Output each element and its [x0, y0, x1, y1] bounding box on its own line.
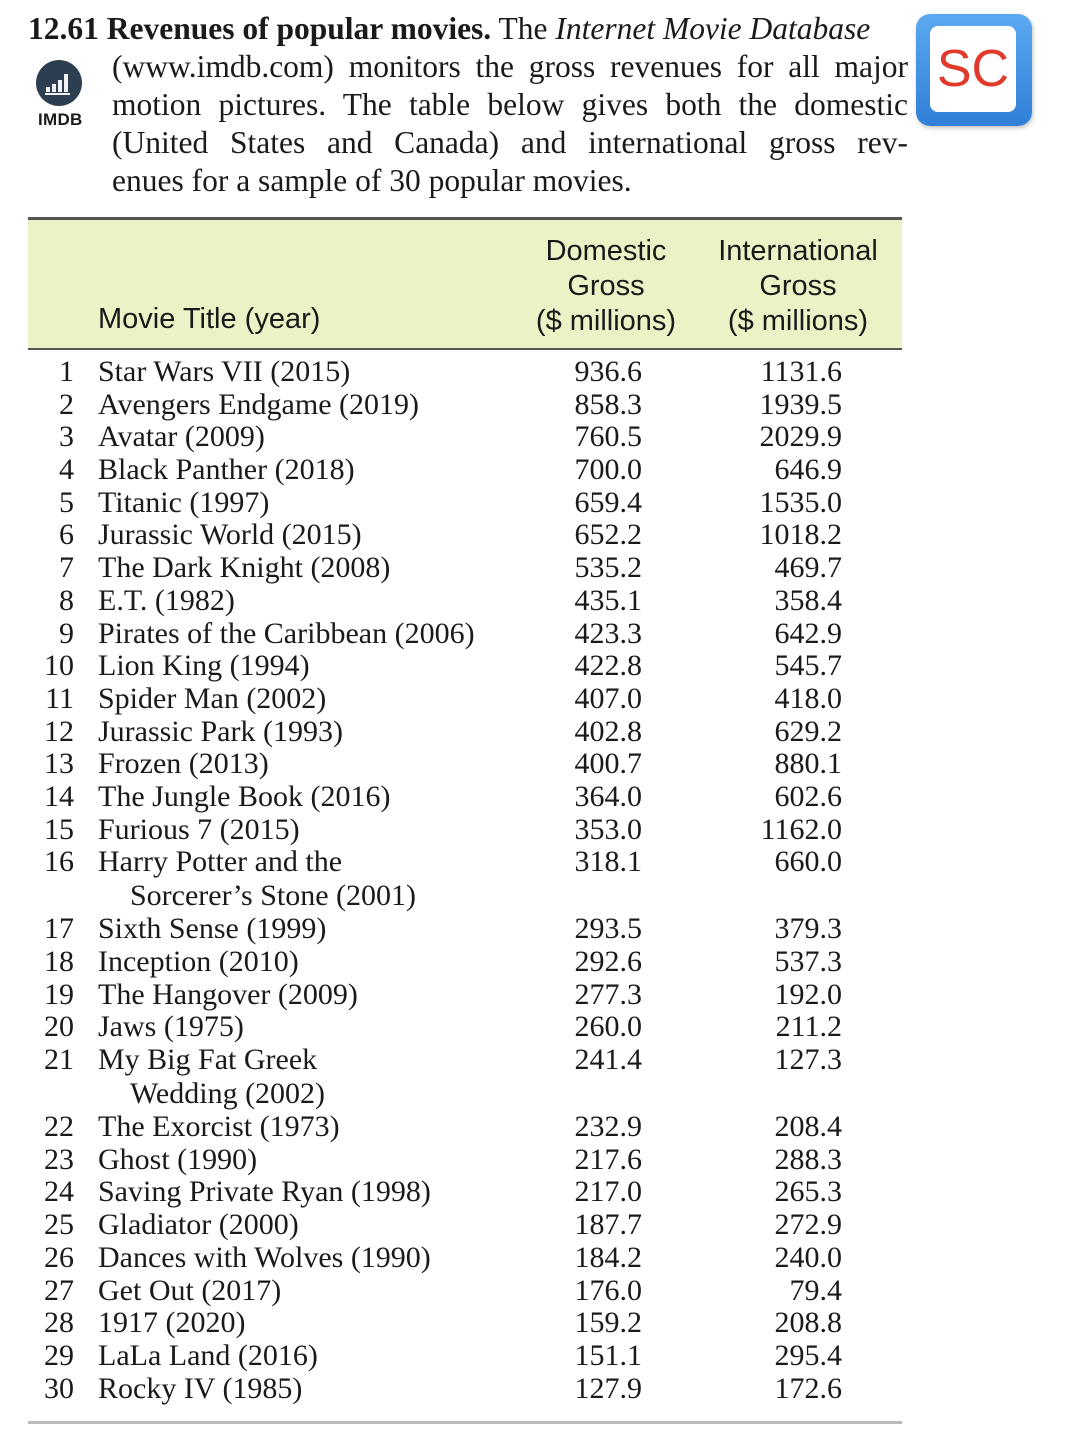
row-number: 15	[44, 812, 74, 846]
row-number: 7	[59, 551, 74, 585]
table-row	[28, 1176, 902, 1209]
movie-title: My Big Fat Greek Wedding (2002)	[98, 1043, 326, 1110]
row-number: 16	[44, 845, 74, 879]
domestic-gross: 277.3	[574, 977, 642, 1011]
international-gross: 379.3	[774, 912, 842, 946]
movie-title: Avatar (2009)	[98, 420, 265, 454]
domestic-gross: 652.2	[574, 518, 642, 552]
table-row	[28, 1209, 902, 1242]
row-number: 30	[44, 1371, 74, 1405]
international-gross: 1131.6	[760, 355, 842, 388]
movie-title: The Exorcist (1973)	[98, 1110, 340, 1144]
domestic-gross: 423.3	[574, 616, 642, 650]
movie-title: Harry Potter and the Sorcerer’s Stone (2001)	[98, 845, 417, 913]
row-number: 28	[44, 1306, 74, 1340]
movie-title: Avengers Endgame (2019)	[98, 387, 420, 421]
domestic-gross: 292.6	[574, 945, 642, 978]
domestic-gross: 318.1	[574, 845, 642, 879]
problem-line-3: motion pictures. The table below gives both the domestic	[112, 87, 908, 122]
movie-title: Ghost (1990)	[98, 1142, 258, 1176]
table-row	[28, 1340, 902, 1373]
international-gross: 288.3	[774, 1142, 842, 1176]
domestic-gross: 364.0	[574, 779, 642, 813]
data-set-icon	[36, 60, 82, 106]
movie-title: E.T. (1982)	[98, 583, 235, 617]
domestic-gross: 760.5	[574, 420, 642, 454]
row-number: 13	[44, 747, 74, 781]
table-row	[28, 946, 902, 979]
movie-title-continued: Wedding (2002)	[130, 1076, 326, 1110]
international-gross: 642.9	[774, 616, 842, 650]
international-gross: 1018.2	[759, 518, 842, 552]
movie-title: Star Wars VII (2015)	[98, 355, 351, 388]
movie-title: Pirates of the Caribbean (2006)	[98, 616, 475, 650]
domestic-gross: 936.6	[574, 355, 642, 388]
row-number: 18	[44, 945, 74, 978]
row-number: 2	[59, 387, 74, 421]
table-row	[28, 519, 902, 552]
movie-title: Lion King (1994)	[98, 649, 310, 683]
movie-title-continued: Sorcerer’s Stone (2001)	[130, 879, 417, 913]
international-gross: 265.3	[774, 1175, 842, 1209]
row-number: 4	[59, 453, 74, 487]
row-number: 24	[44, 1175, 74, 1209]
problem-line-5: enues for a sample of 30 popular movies.	[112, 163, 632, 198]
table-row	[28, 716, 902, 749]
movie-title: LaLa Land (2016)	[98, 1338, 318, 1372]
row-number: 3	[59, 420, 74, 454]
row-number: 29	[44, 1338, 74, 1372]
table-row	[28, 814, 902, 847]
domestic-gross: 159.2	[574, 1306, 642, 1340]
domestic-gross: 659.4	[574, 485, 642, 519]
movie-title: Jurassic World (2015)	[98, 518, 362, 552]
movie-title: The Dark Knight (2008)	[98, 551, 391, 585]
table-row	[28, 748, 902, 781]
domestic-gross: 232.9	[574, 1110, 642, 1144]
international-gross: 880.1	[774, 747, 842, 781]
movie-title: Sixth Sense (1999)	[98, 912, 327, 946]
row-number: 20	[44, 1010, 74, 1044]
movie-title: Black Panther (2018)	[98, 453, 355, 487]
problem-line-1	[28, 10, 908, 48]
international-gross: 418.0	[774, 681, 842, 715]
international-gross: 602.6	[774, 779, 842, 813]
international-gross: 208.4	[774, 1110, 842, 1144]
sc-badge-icon	[916, 14, 1032, 126]
table-row	[28, 683, 902, 716]
row-number: 27	[44, 1273, 74, 1307]
row-number: 9	[59, 616, 74, 650]
movie-title: Frozen (2013)	[98, 747, 269, 781]
row-number: 22	[44, 1110, 74, 1144]
movie-title: The Jungle Book (2016)	[98, 779, 391, 813]
table-row	[28, 356, 902, 389]
table-row	[28, 650, 902, 683]
international-gross: 172.6	[774, 1371, 842, 1405]
domestic-gross: 241.4	[574, 1043, 642, 1077]
row-number: 26	[44, 1240, 74, 1274]
domestic-gross: 151.1	[574, 1338, 642, 1372]
international-gross: 79.4	[789, 1273, 842, 1307]
movie-title: Rocky IV (1985)	[98, 1371, 303, 1405]
movie-title: Inception (2010)	[98, 945, 299, 978]
row-number: 8	[59, 583, 74, 617]
table-row	[28, 781, 902, 814]
row-number: 12	[44, 714, 74, 748]
international-gross: 2029.9	[759, 420, 842, 454]
table-bottom-rule	[28, 1421, 902, 1424]
international-gross: 192.0	[774, 977, 842, 1011]
table-row	[28, 1111, 902, 1144]
table-row	[28, 913, 902, 946]
problem-text-1: The Internet Movie Database	[498, 11, 871, 46]
problem-line-2: (www.imdb.com) monitors the gross revenues for all major	[112, 49, 908, 84]
domestic-gross: 260.0	[574, 1010, 642, 1044]
movie-title: The Hangover (2009)	[98, 977, 358, 1011]
international-gross: 469.7	[774, 551, 842, 585]
table-row	[28, 552, 902, 585]
international-gross: 208.8	[774, 1306, 842, 1340]
domestic-gross: 422.8	[574, 649, 642, 683]
international-gross: 295.4	[774, 1338, 842, 1372]
row-number: 21	[44, 1043, 74, 1077]
movie-title: Titanic (1997)	[98, 485, 270, 519]
table-row	[28, 979, 902, 1012]
table-row	[28, 1144, 902, 1177]
domestic-gross: 400.7	[574, 747, 642, 781]
international-gross: 629.2	[774, 714, 842, 748]
row-number: 1	[59, 355, 74, 388]
international-gross: 1939.5	[759, 387, 842, 421]
row-number: 5	[59, 485, 74, 519]
table-row	[28, 1044, 902, 1111]
row-number: 25	[44, 1208, 74, 1242]
movie-title: Get Out (2017)	[98, 1273, 282, 1307]
domestic-gross: 535.2	[574, 551, 642, 585]
table-row	[28, 1307, 902, 1340]
table-row	[28, 585, 902, 618]
problem-title: Revenues of popular movies.	[106, 11, 492, 46]
international-gross: 272.9	[774, 1208, 842, 1242]
column-header-international: International Gross ($ millions)	[718, 235, 878, 337]
domestic-gross: 353.0	[574, 812, 642, 846]
table-row	[28, 846, 902, 913]
table-row	[28, 1275, 902, 1308]
movie-title: 1917 (2020)	[98, 1306, 246, 1340]
row-number: 23	[44, 1142, 74, 1176]
domestic-gross: 187.7	[574, 1208, 642, 1242]
domestic-gross: 127.9	[574, 1371, 642, 1405]
table-header-rule	[28, 348, 902, 350]
problem-statement	[28, 10, 908, 200]
domestic-gross: 293.5	[574, 912, 642, 946]
international-gross: 537.3	[774, 945, 842, 978]
international-gross: 358.4	[774, 583, 842, 617]
table-row	[28, 421, 902, 454]
table-row	[28, 1011, 902, 1044]
table-row	[28, 618, 902, 651]
domestic-gross: 184.2	[574, 1240, 642, 1274]
column-header-domestic: Domestic Gross ($ millions)	[535, 235, 677, 337]
domestic-gross: 858.3	[574, 387, 642, 421]
international-gross: 1535.0	[759, 485, 842, 519]
data-set-label: IMDB	[38, 110, 83, 129]
row-number: 19	[44, 977, 74, 1011]
movie-title: Spider Man (2002)	[98, 681, 327, 715]
domestic-gross: 407.0	[574, 681, 642, 715]
international-gross: 646.9	[774, 453, 842, 487]
movie-title: Dances with Wolves (1990)	[98, 1240, 431, 1274]
movie-title: Gladiator (2000)	[98, 1208, 299, 1242]
movie-title: Saving Private Ryan (1998)	[98, 1175, 431, 1209]
movie-title: Jurassic Park (1993)	[98, 714, 343, 748]
international-gross: 240.0	[774, 1240, 842, 1274]
movie-title: Furious 7 (2015)	[98, 812, 300, 846]
international-gross: 211.2	[775, 1010, 842, 1044]
domestic-gross: 435.1	[574, 583, 642, 617]
column-header-title: Movie Title (year)	[98, 303, 321, 335]
row-number: 17	[44, 912, 74, 946]
table-row	[28, 487, 902, 520]
table-body	[28, 356, 902, 1405]
problem-number: 12.61	[28, 11, 99, 46]
domestic-gross: 700.0	[574, 453, 642, 487]
sc-badge-text: SC	[930, 26, 1016, 112]
domestic-gross: 217.0	[574, 1175, 642, 1209]
domestic-gross: 217.6	[574, 1142, 642, 1176]
row-number: 11	[45, 681, 74, 715]
domestic-gross: 176.0	[574, 1273, 642, 1307]
international-gross: 660.0	[774, 845, 842, 879]
international-gross: 1162.0	[760, 812, 842, 846]
table-row	[28, 1242, 902, 1275]
row-number: 6	[59, 518, 74, 552]
problem-line-4: (United States and Canada) and international gross rev-	[112, 125, 908, 160]
movie-title: Jaws (1975)	[98, 1010, 244, 1044]
table-row	[28, 1373, 902, 1406]
table-row	[28, 389, 902, 422]
international-gross: 545.7	[774, 649, 842, 683]
table-row	[28, 454, 902, 487]
domestic-gross: 402.8	[574, 714, 642, 748]
row-number: 14	[44, 779, 74, 813]
row-number: 10	[44, 649, 74, 683]
international-gross: 127.3	[774, 1043, 842, 1077]
